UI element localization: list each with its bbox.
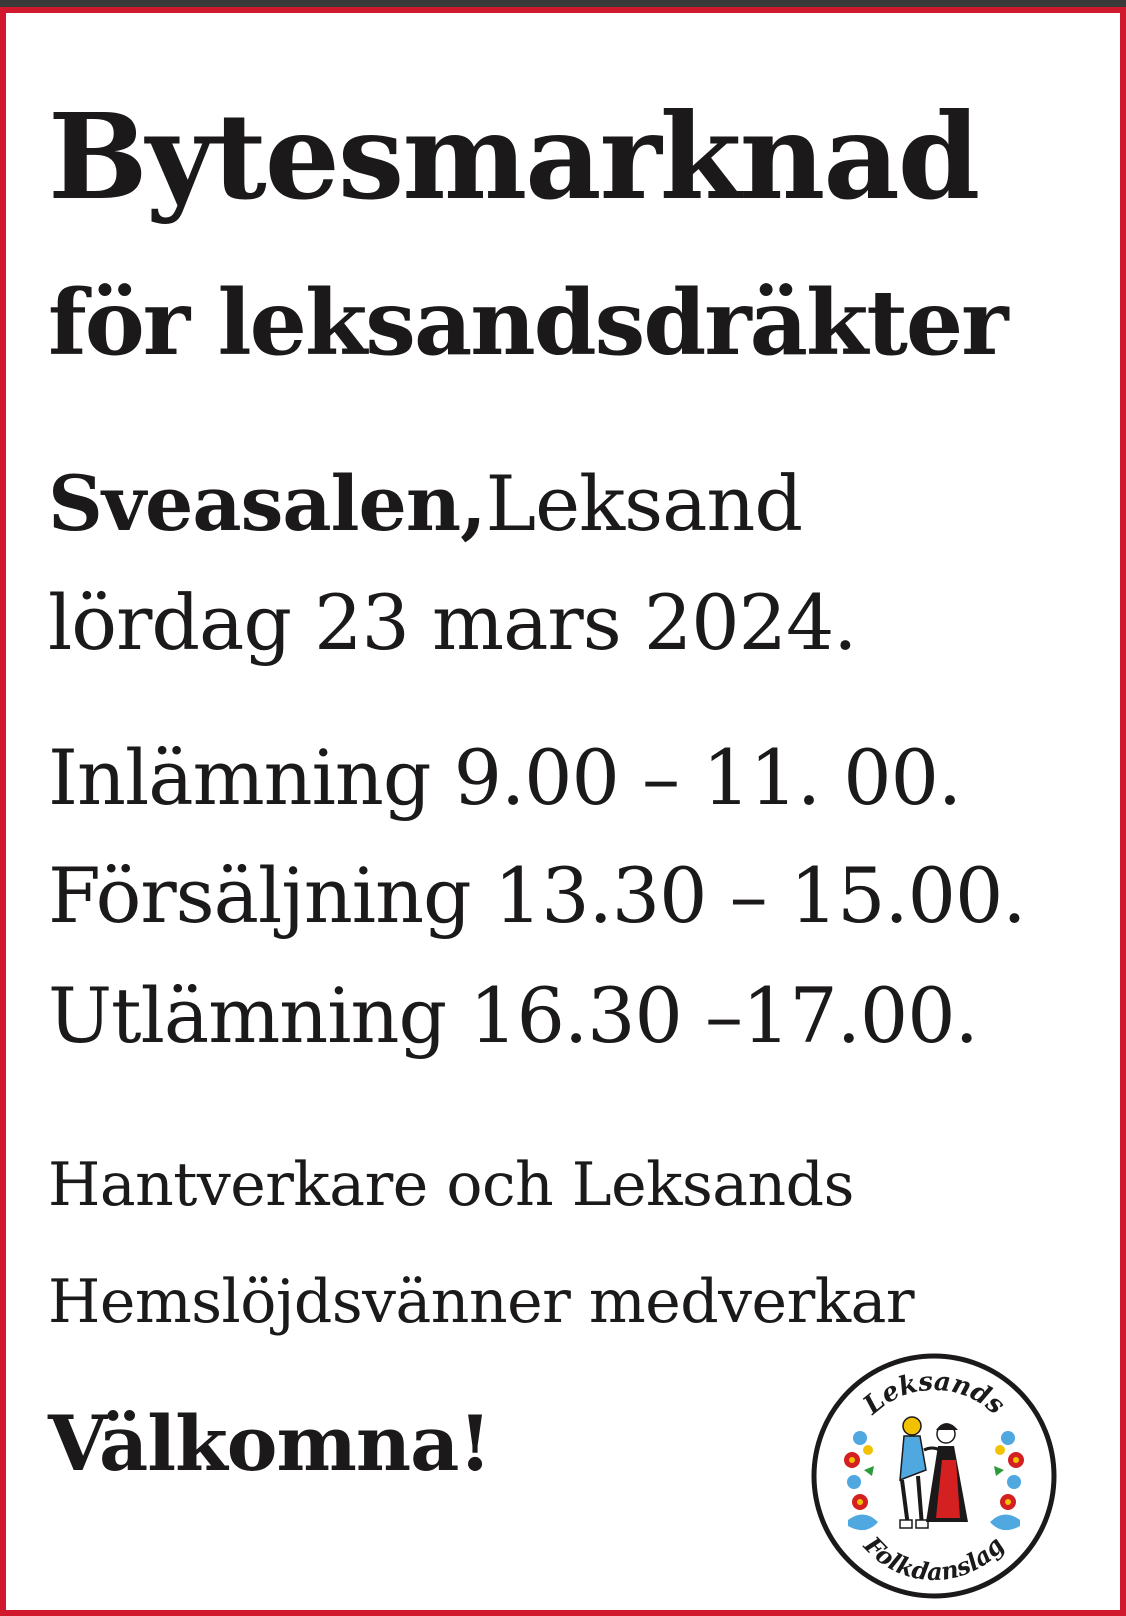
- venue-name: Sveasalen,: [48, 459, 486, 548]
- venue-place: Leksand: [485, 459, 803, 548]
- poster-subtitle: för leksandsdräkter: [48, 270, 1007, 376]
- schedule-item-forsaljning: Försäljning 13.30 – 15.00.: [48, 851, 1026, 940]
- info-line-2: Hemslöjdsvänner medverkar: [48, 1267, 915, 1337]
- poster-title: Bytesmarknad: [48, 87, 979, 226]
- top-bar: [0, 0, 1126, 7]
- venue-line: [48, 459, 803, 548]
- info-line-1: Hantverkare och Leksands: [48, 1150, 854, 1220]
- logo-bottom-text: Folkdanslag: [858, 1530, 1010, 1587]
- welcome-text: Välkomna!: [48, 1399, 491, 1488]
- schedule-item-utlamning: Utlämning 16.30 –17.00.: [48, 971, 978, 1060]
- logo-top-text: Leksands: [857, 1366, 1011, 1421]
- folk-dancers-emblem-icon: [808, 1350, 1060, 1602]
- schedule-item-inlamning: Inlämning 9.00 – 11. 00.: [48, 733, 962, 822]
- event-date: lördag 23 mars 2024.: [48, 578, 857, 667]
